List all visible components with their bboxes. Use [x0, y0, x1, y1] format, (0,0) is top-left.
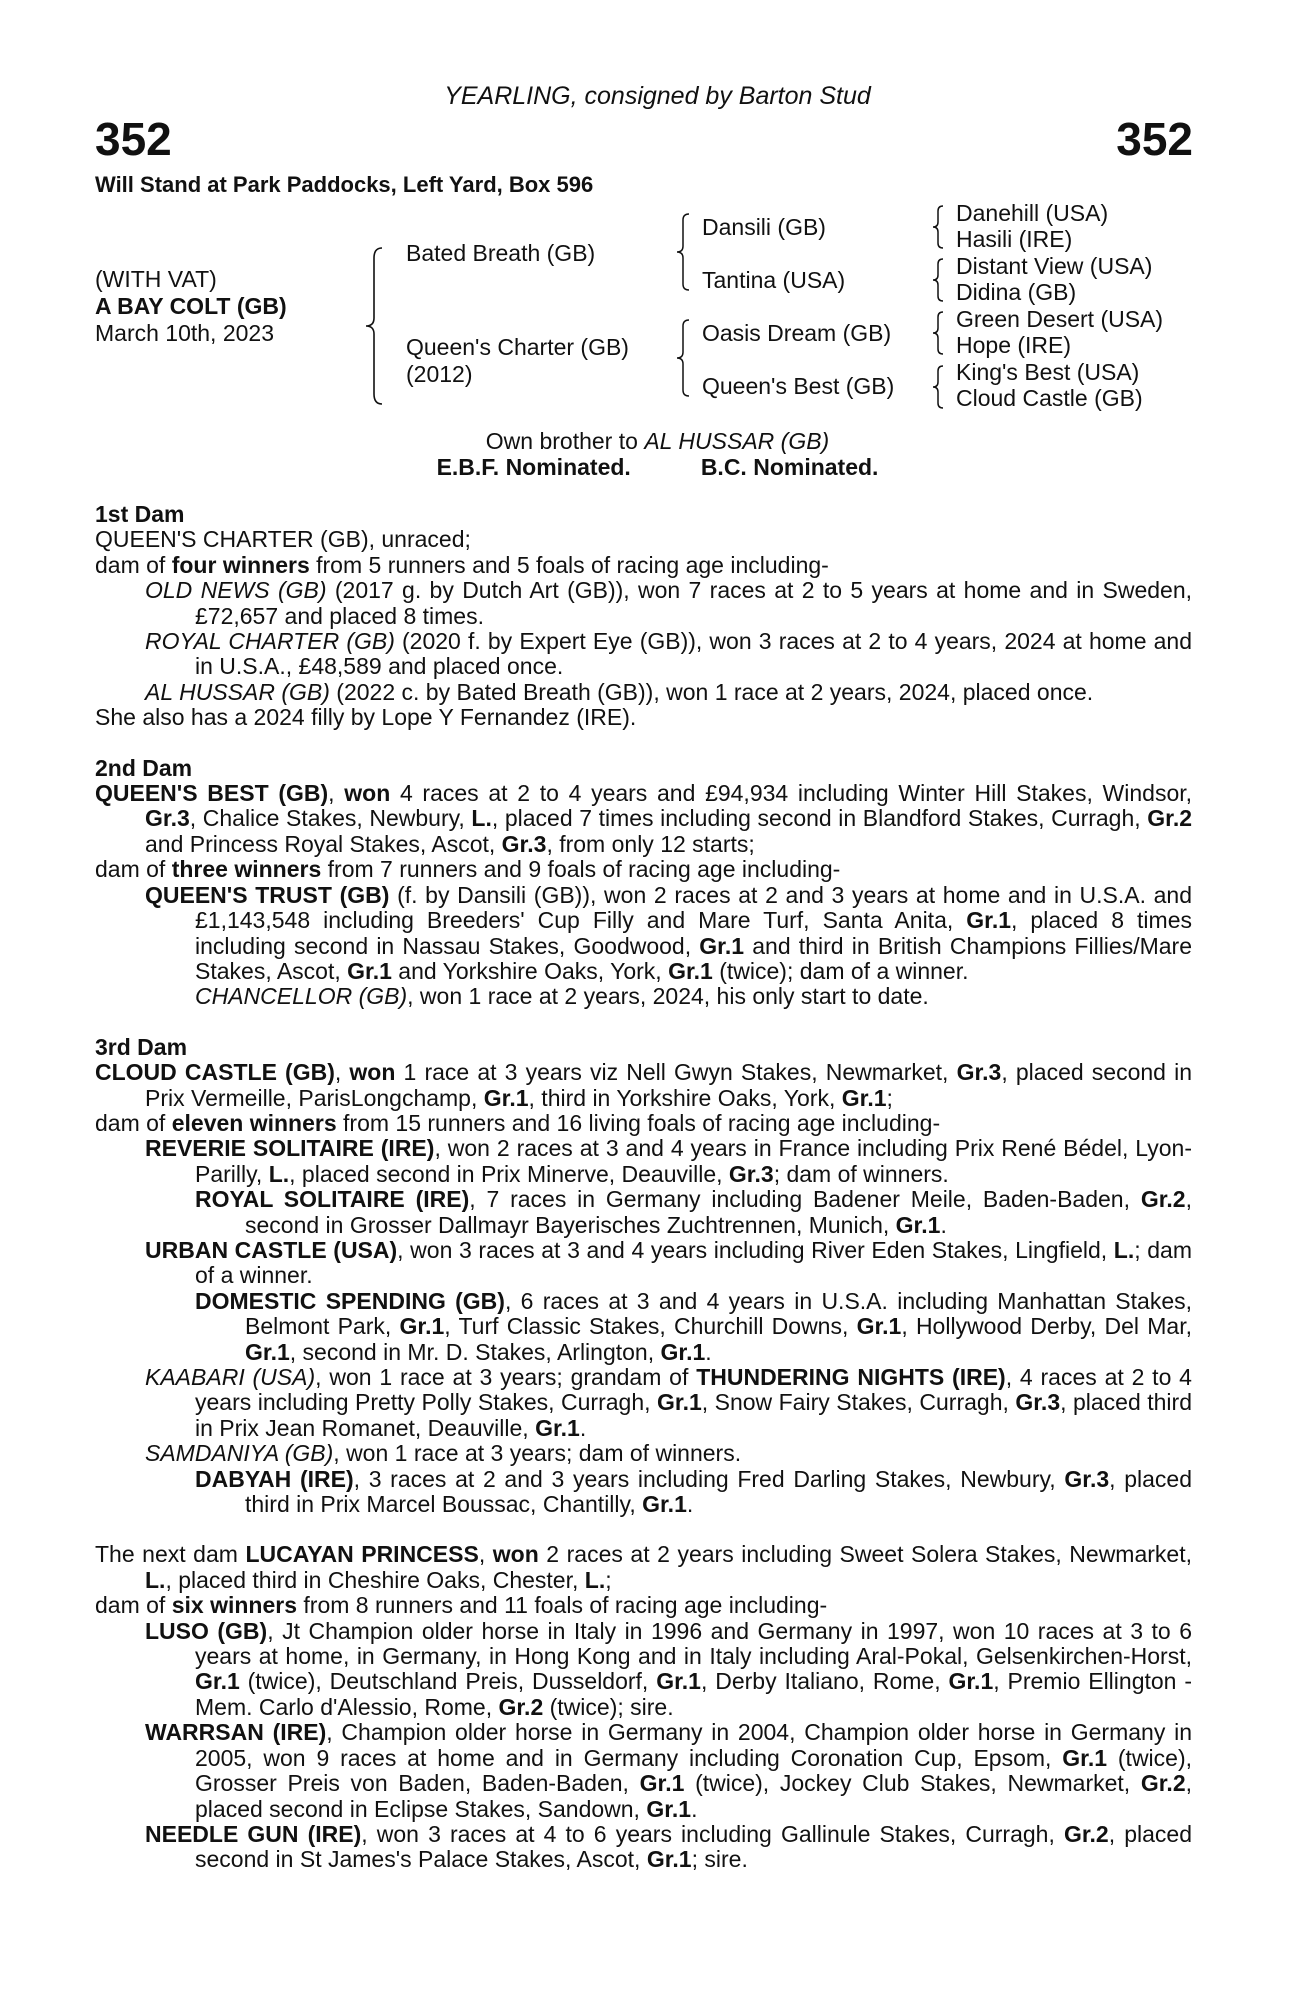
text-run: , Hollywood Derby, Del Mar,: [901, 1313, 1192, 1340]
text-run: LUCAYAN PRINCESS: [245, 1541, 479, 1568]
offspring-reverie-solitaire: [145, 1136, 1192, 1187]
gg-7: King's Best (USA): [956, 359, 1140, 385]
text-run: Gr.2: [1063, 1820, 1109, 1847]
text-run: , Derby Italiano, Rome,: [700, 1668, 949, 1695]
text-run: three winners: [171, 856, 322, 883]
dam-year: (2012): [406, 361, 473, 387]
text-run: KAABARI (USA): [145, 1364, 316, 1390]
text-run: .: [579, 1414, 587, 1441]
next-dam-produce: [95, 1593, 1192, 1618]
foaling-date: March 10th, 2023: [95, 320, 275, 346]
text-run: dam of: [95, 1592, 172, 1619]
text-run: Gr.1: [841, 1084, 887, 1111]
offspring-royal-charter: [145, 629, 1192, 680]
page-subtitle: YEARLING, consigned by Barton Stud: [444, 82, 871, 110]
vat-note: (WITH VAT): [95, 266, 217, 292]
text-run: , placed third in Prix Marcel Boussac, Chantilly,: [245, 1465, 1193, 1518]
text-run: Gr.2: [498, 1693, 544, 1720]
text-run: QUEEN'S BEST (GB): [95, 780, 329, 807]
offspring-kaabari: [145, 1365, 1192, 1441]
text-run: , Turf Classic Stakes, Churchill Downs,: [444, 1313, 857, 1340]
text-run: , 4 races at 2 to 4 years including Pretty Polly Stakes, Curragh,: [195, 1364, 1192, 1416]
text-run: Gr.1: [195, 1668, 240, 1695]
text-run: and Yorkshire Oaks, York,: [391, 957, 669, 984]
pedigree-brace-sire: [673, 212, 695, 292]
text-run: Gr.3: [1015, 1389, 1061, 1416]
text-run: , placed second in Prix Vermeille, ParisLongchamp,: [145, 1059, 1193, 1111]
offspring-samdaniya: [145, 1441, 1192, 1466]
pedigree-brace-dam: [673, 318, 695, 398]
text-run: and third in British Champions Fillies/Mare Stakes, Ascot,: [195, 932, 1192, 984]
text-run: , won 1 race at 3 years; dam of winners.: [333, 1440, 742, 1467]
text-run: Gr.3: [956, 1059, 1002, 1086]
pedigree-brace-g3: [928, 310, 950, 356]
text-run: , won 3 races at 4 to 6 years including Gallinule Stakes, Curragh,: [361, 1820, 1064, 1847]
text-run: , placed 7 times including second in Blandford Stakes, Curragh,: [491, 805, 1148, 832]
text-run: , won 3 races at 3 and 4 years including River Eden Stakes, Lingfield,: [397, 1236, 1114, 1263]
offspring-needle-gun: [145, 1822, 1192, 1873]
lot-name: A BAY COLT (GB): [95, 293, 287, 319]
brother-note: [0, 428, 1315, 455]
brother-name: AL HUSSAR (GB): [644, 428, 830, 454]
text-run: dam of: [95, 551, 172, 578]
text-run: Gr.1: [347, 957, 392, 984]
text-run: Gr.1: [699, 932, 745, 959]
text-run: from 7 runners and 9 foals of racing age including-: [321, 856, 841, 883]
text-run: won: [344, 780, 391, 807]
sire-name: Bated Breath (GB): [406, 240, 596, 266]
gg-1: Danehill (USA): [956, 200, 1109, 226]
text-run: and Princess Royal Stakes, Ascot,: [145, 830, 502, 857]
first-dam-produce: [95, 553, 1192, 578]
text-run: from 15 runners and 16 living foals of racing age including-: [336, 1109, 941, 1136]
gg-3: Distant View (USA): [956, 253, 1153, 279]
text-run: Gr.3: [1064, 1465, 1110, 1492]
text-run: .: [705, 1338, 712, 1365]
text-run: Gr.2: [1147, 805, 1193, 832]
text-run: (f. by Dansili (GB)), won 2 races at 2 and 3 years at home and in U.S.A. and £1,143,548 including Breeders' Cup Filly and Mare Turf, Santa Anita,: [195, 881, 1193, 934]
text-run: , Chalice Stakes, Newbury,: [189, 805, 472, 832]
text-run: Gr.2: [1140, 1186, 1186, 1213]
text-run: (twice), Grosser Preis von Baden, Baden-Baden,: [195, 1744, 1193, 1797]
dam-dam: Queen's Best (GB): [702, 373, 895, 399]
dam-line-body: [95, 502, 1192, 1873]
text-run: , 6 races at 3 and 4 years in U.S.A. including Manhattan Stakes, Belmont Park,: [245, 1287, 1193, 1340]
text-run: four winners: [171, 551, 310, 578]
stabling-location: Will Stand at Park Paddocks, Left Yard, Box 596: [95, 172, 594, 197]
text-run: Gr.3: [728, 1160, 774, 1187]
text-run: Gr.2: [1140, 1770, 1186, 1797]
text-run: The next dam: [95, 1541, 246, 1568]
offspring-chancellor: [195, 984, 1192, 1009]
text-run: , placed third in Cheshire Oaks, Chester,: [165, 1566, 585, 1593]
text-run: THUNDERING NIGHTS (IRE): [696, 1364, 1006, 1390]
first-dam-filly: She also has a 2024 filly by Lope Y Fernandez (IRE).: [95, 704, 637, 731]
text-run: OLD NEWS (GB): [145, 577, 327, 604]
text-run: L.: [471, 805, 492, 832]
text-run: (twice), Jockey Club Stakes, Newmarket,: [684, 1770, 1141, 1797]
text-run: Gr.1: [668, 957, 713, 984]
text-run: DABYAH (IRE): [195, 1465, 354, 1492]
text-run: AL HUSSAR (GB): [145, 678, 330, 705]
text-run: , from only 12 starts;: [546, 830, 755, 857]
text-run: , won 1 race at 3 years; grandam of: [315, 1364, 697, 1390]
text-run: Gr.1: [1062, 1744, 1108, 1771]
text-run: ,: [478, 1541, 493, 1568]
section-gap: [95, 1517, 1192, 1542]
text-run: (twice); dam of a winner.: [712, 957, 969, 984]
next-dam-line: [95, 1542, 1192, 1593]
nominations: [0, 454, 1315, 481]
text-run: (2020 f. by Expert Eye (GB)), won 3 races at 2 to 4 years, 2024 at home and in U.S.A., £48,589 and placed once.: [195, 628, 1193, 680]
offspring-luso: [145, 1619, 1192, 1721]
text-run: L.: [1113, 1236, 1135, 1263]
text-run: Gr.1: [966, 907, 1012, 934]
dam-sire: Oasis Dream (GB): [702, 320, 892, 346]
text-run: , placed second in St James's Palace Stakes, Ascot,: [195, 1820, 1192, 1873]
text-run: dam of: [95, 1109, 172, 1136]
text-run: .: [940, 1211, 947, 1238]
text-run: ; dam of a winner.: [195, 1236, 1192, 1289]
lot-number-left: 352: [95, 113, 172, 165]
sire-dam: Tantina (USA): [702, 267, 846, 293]
text-run: Gr.1: [948, 1668, 994, 1695]
offspring-dabyah: [195, 1467, 1192, 1518]
text-run: ,: [328, 780, 345, 807]
text-run: ROYAL SOLITAIRE (IRE): [195, 1186, 470, 1213]
text-run: 4 races at 2 to 4 years and £94,934 including Winter Hill Stakes, Windsor,: [390, 780, 1193, 807]
offspring-domestic-spending: [195, 1289, 1192, 1365]
text-run: from 8 runners and 11 foals of racing age including-: [297, 1592, 828, 1619]
text-run: (2022 c. by Bated Breath (GB)), won 1 race at 2 years, 2024, placed once.: [329, 678, 1094, 705]
offspring-queens-trust: [145, 883, 1192, 985]
bc-nomination: B.C. Nominated.: [700, 454, 879, 480]
text-run: , 7 races in Germany including Badener Meile, Baden-Baden,: [469, 1186, 1141, 1213]
text-run: ; dam of winners.: [773, 1160, 949, 1187]
text-run: WARRSAN (IRE): [145, 1719, 327, 1746]
third-dam-line: [95, 1060, 1192, 1111]
pedigree-brace-g4: [928, 364, 950, 410]
offspring-urban-castle: [145, 1238, 1192, 1289]
gg-6: Hope (IRE): [956, 332, 1072, 358]
text-run: QUEEN'S TRUST (GB): [145, 881, 390, 908]
text-run: , placed second in Eclipse Stakes, Sandown,: [195, 1770, 1193, 1822]
text-run: won: [349, 1059, 396, 1086]
lot-number-right: 352: [1116, 113, 1193, 165]
text-run: 2 races at 2 years including Sweet Solera Stakes, Newmarket,: [538, 1541, 1192, 1568]
text-run: DOMESTIC SPENDING (GB): [195, 1287, 505, 1314]
text-run: L.: [584, 1566, 606, 1593]
text-run: Gr.1: [660, 1338, 706, 1365]
text-run: CHANCELLOR (GB): [195, 983, 408, 1010]
text-run: NEEDLE GUN (IRE): [145, 1820, 362, 1847]
text-run: , Snow Fairy Stakes, Curragh,: [701, 1389, 1016, 1416]
text-run: , placed second in Prix Minerve, Deauville,: [289, 1160, 729, 1187]
text-run: ; sire.: [691, 1846, 748, 1873]
text-run: ;: [605, 1566, 612, 1593]
text-run: 1 race at 3 years viz Nell Gwyn Stakes, Newmarket,: [395, 1059, 957, 1086]
text-run: Gr.1: [656, 1668, 701, 1695]
third-dam-produce: [95, 1111, 1192, 1136]
text-run: Gr.1: [535, 1414, 580, 1441]
pedigree-brace-g1: [928, 204, 950, 250]
offspring-old-news: [145, 578, 1192, 629]
gg-2: Hasili (IRE): [956, 226, 1073, 252]
text-run: Gr.1: [657, 1389, 702, 1416]
text-run: from 5 runners and 5 foals of racing age including-: [309, 551, 829, 578]
gg-8: Cloud Castle (GB): [956, 385, 1143, 411]
sire-sire: Dansili (GB): [702, 214, 826, 240]
text-run: .: [691, 1795, 698, 1822]
text-run: L.: [145, 1566, 166, 1593]
text-run: won: [492, 1541, 539, 1568]
text-run: SAMDANIYA (GB): [145, 1440, 334, 1467]
text-run: Gr.1: [646, 1795, 692, 1822]
text-run: (2017 g. by Dutch Art (GB)), won 7 races at 2 to 5 years at home and in Sweden, £72,657 and placed 8 times.: [195, 577, 1192, 629]
pedigree-brace-g2: [928, 257, 950, 303]
text-run: Gr.3: [145, 805, 190, 832]
text-run: eleven winners: [171, 1109, 337, 1136]
text-run: L.: [268, 1160, 290, 1187]
gg-4: Didina (GB): [956, 279, 1077, 305]
text-run: REVERIE SOLITAIRE (IRE): [145, 1135, 435, 1162]
text-run: , second in Mr. D. Stakes, Arlington,: [289, 1338, 661, 1365]
text-run: six winners: [171, 1592, 297, 1619]
dam-name: Queen's Charter (GB): [406, 334, 629, 360]
ebf-nomination: E.B.F. Nominated.: [436, 454, 631, 480]
text-run: , placed 8 times including second in Nassau Stakes, Goodwood,: [195, 907, 1192, 959]
first-dam-heading: 1st Dam: [95, 501, 185, 527]
text-run: , Champion older horse in Germany in 2004, Champion older horse in Germany in 2005, won 9 races at home and in Germany including Coronation Cup, Epsom,: [195, 1719, 1192, 1771]
second-dam-line: [95, 781, 1192, 857]
text-run: , 3 races at 2 and 3 years including Fred Darling Stakes, Newbury,: [353, 1465, 1065, 1492]
text-run: LUSO (GB): [145, 1617, 268, 1644]
text-run: , second in Grosser Dallmayr Bayerisches Zuchtrennen, Munich,: [245, 1186, 1192, 1238]
second-dam-produce: [95, 857, 1192, 882]
text-run: CLOUD CASTLE (GB): [95, 1059, 335, 1086]
text-run: ;: [886, 1084, 893, 1111]
text-run: Gr.1: [245, 1338, 290, 1365]
text-run: ,: [334, 1059, 350, 1086]
text-run: (twice), Deutschland Preis, Dusseldorf,: [239, 1668, 657, 1695]
text-run: ROYAL CHARTER (GB): [145, 628, 395, 655]
text-run: Gr.1: [895, 1211, 941, 1238]
text-run: , Jt Champion older horse in Italy in 1996 and Germany in 1997, won 10 races at 3 to 6 years at home, in Germany, in Hong Kong and in Italy including Aral-Pokal, Gelsenkirchen-Horst,: [195, 1617, 1192, 1670]
text-run: Gr.1: [856, 1313, 902, 1340]
third-dam-heading: 3rd Dam: [95, 1033, 188, 1060]
pedigree-brace-main: [360, 246, 390, 406]
text-run: , won 2 races at 3 and 4 years in France including Prix René Bédel, Lyon-Parilly,: [195, 1135, 1192, 1187]
text-run: , Premio Ellington - Mem. Carlo d'Alessio, Rome,: [195, 1668, 1192, 1720]
text-run: Gr.1: [399, 1313, 445, 1340]
text-run: , third in Yorkshire Oaks, York,: [528, 1084, 842, 1111]
text-run: Gr.3: [501, 830, 547, 857]
text-run: dam of: [95, 856, 172, 883]
text-run: , won 1 race at 2 years, 2024, his only start to date.: [407, 983, 929, 1010]
second-dam-heading: 2nd Dam: [95, 754, 193, 781]
text-run: URBAN CASTLE (USA): [145, 1236, 398, 1263]
text-run: Gr.1: [642, 1491, 687, 1518]
text-run: , placed third in Prix Jean Romanet, Deauville,: [195, 1389, 1192, 1441]
offspring-warrsan: [145, 1720, 1192, 1822]
text-run: (twice); sire.: [543, 1693, 674, 1720]
text-run: Gr.1: [646, 1846, 692, 1873]
first-dam-line: QUEEN'S CHARTER (GB), unraced;: [95, 526, 471, 553]
offspring-royal-solitaire: [195, 1187, 1192, 1238]
text-run: Gr.1: [483, 1084, 529, 1111]
brother-prefix: Own brother to: [485, 428, 645, 454]
text-run: .: [686, 1491, 694, 1518]
offspring-al-hussar: [145, 680, 1192, 705]
gg-5: Green Desert (USA): [956, 306, 1164, 332]
text-run: Gr.1: [639, 1770, 685, 1797]
